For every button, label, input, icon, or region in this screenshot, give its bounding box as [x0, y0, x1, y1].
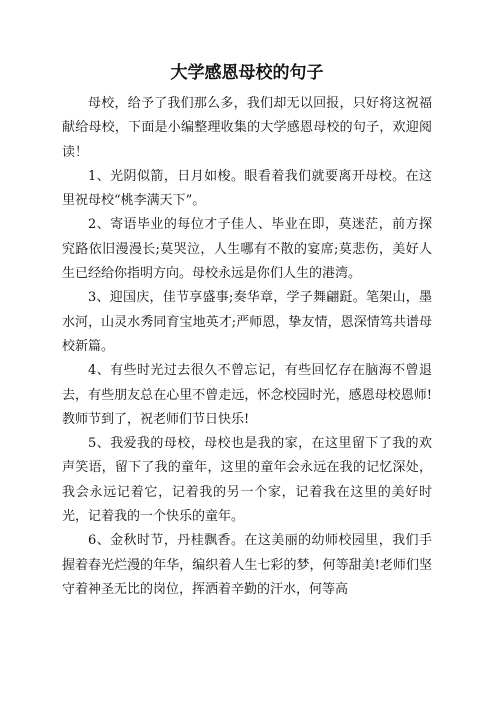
document-page: [62, 62, 432, 602]
paragraph-intro: 母校，给予了我们那么多，我们却无以回报，只好将这祝福献给母校，下面是小编整理收集的大学感恩母校的句子，欢迎阅读！: [62, 96, 432, 160]
paragraph-item-5: 5、我爱我的母校，母校也是我的家，在这里留下了我的欢声笑语，留下了我的童年，这里的童年会永远在我的记忆深处，我会永远记着它，记着我的另一个家，记着我在这里的美好时光，记着我的一个快乐的童年。: [62, 436, 432, 525]
paragraph-item-1: 1、光阴似箭，日月如梭。眼看着我们就要离开母校。在这里祝母校“桃李满天下”。: [62, 168, 432, 209]
paragraph-item-4: 4、有些时光过去很久不曾忘记，有些回忆存在脑海不曾退去，有些朋友总在心里不曾走远，怀念校园时光，感恩母校恩师!教师节到了，祝老师们节日快乐!: [62, 363, 432, 427]
paragraph-item-2: 2、寄语毕业的每位才子佳人、毕业在即，莫迷茫，前方探究路依旧漫漫长;莫哭泣，人生哪有不散的宴席;莫悲伤，美好人生已经给你指明方向。母校永远是你们人生的港湾。: [62, 217, 432, 282]
paragraph-item-3: 3、迎国庆，佳节享盛事;奏华章，学子舞翩跹。笔架山，墨水河，山灵水秀同育宝地英才;严师恩，挚友情，恩深情笃共谱母校新篇。: [62, 290, 432, 354]
paragraph-item-6: 6、金秋时节，丹桂飘香。在这美丽的幼师校园里，我们手握着春光烂漫的年华，编织着人生七彩的梦，何等甜美!老师们坚守着神圣无比的岗位，挥洒着辛勤的汗水，何等高: [62, 533, 432, 597]
document-title: 大学感恩母校的句子: [170, 63, 324, 83]
